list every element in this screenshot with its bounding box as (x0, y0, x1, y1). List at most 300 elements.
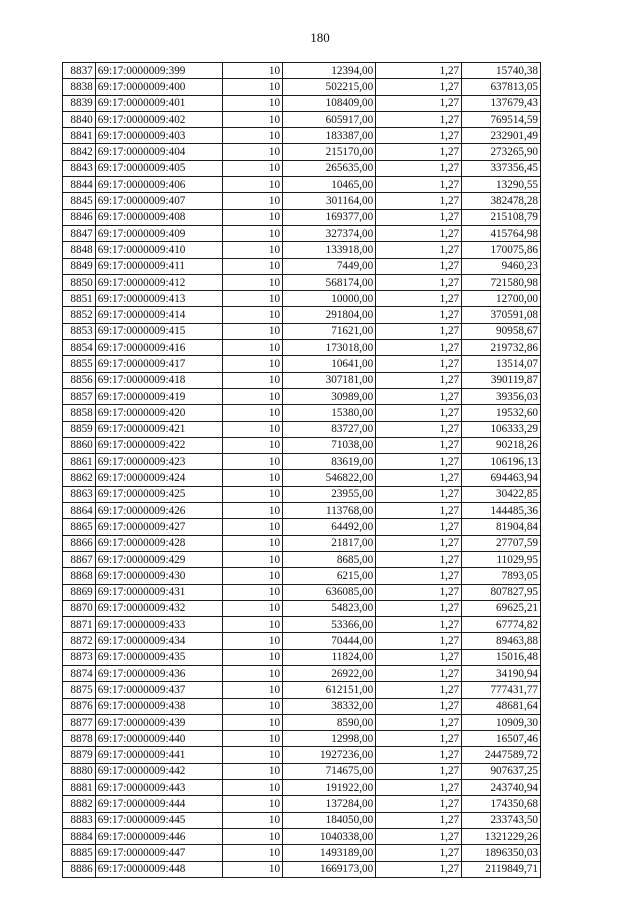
row-number-cell: 8859 (63, 421, 96, 437)
row-number-cell: 8863 (63, 486, 96, 502)
table-row (63, 568, 541, 584)
quantity-cell: 10 (222, 845, 282, 861)
cadastral-number-cell: 69:17:0000009:417 (95, 356, 222, 372)
area-cell: 10465,00 (283, 177, 376, 193)
cadastral-number-cell: 69:17:0000009:424 (95, 470, 222, 486)
cadastral-number-cell: 69:17:0000009:445 (95, 812, 222, 828)
row-number-cell: 8846 (63, 209, 96, 225)
row-number-cell: 8855 (63, 356, 96, 372)
row-number-cell: 8850 (63, 274, 96, 290)
table-row (63, 665, 541, 681)
quantity-cell: 10 (222, 747, 282, 763)
table-row (63, 503, 541, 519)
quantity-cell: 10 (222, 486, 282, 502)
table-row (63, 193, 541, 209)
table-row (63, 128, 541, 144)
table-row (63, 274, 541, 290)
value-cell: 337356,45 (462, 160, 541, 176)
cadastral-number-cell: 69:17:0000009:435 (95, 649, 222, 665)
area-cell: 568174,00 (283, 274, 376, 290)
table-row (63, 470, 541, 486)
area-cell: 8685,00 (283, 551, 376, 567)
coefficient-cell: 1,27 (376, 682, 462, 698)
table-row (63, 486, 541, 502)
quantity-cell: 10 (222, 665, 282, 681)
area-cell: 10000,00 (283, 291, 376, 307)
row-number-cell: 8841 (63, 128, 96, 144)
row-number-cell: 8872 (63, 633, 96, 649)
cadastral-number-cell: 69:17:0000009:419 (95, 388, 222, 404)
quantity-cell: 10 (222, 519, 282, 535)
row-number-cell: 8853 (63, 323, 96, 339)
row-number-cell: 8862 (63, 470, 96, 486)
value-cell: 12700,00 (462, 291, 541, 307)
area-cell: 1927236,00 (283, 747, 376, 763)
cadastral-number-cell: 69:17:0000009:410 (95, 242, 222, 258)
area-cell: 108409,00 (283, 95, 376, 111)
value-cell: 34190,94 (462, 665, 541, 681)
coefficient-cell: 1,27 (376, 388, 462, 404)
coefficient-cell: 1,27 (376, 714, 462, 730)
row-number-cell: 8884 (63, 828, 96, 844)
value-cell: 144485,36 (462, 503, 541, 519)
row-number-cell: 8882 (63, 796, 96, 812)
cadastral-number-cell: 69:17:0000009:438 (95, 698, 222, 714)
quantity-cell: 10 (222, 193, 282, 209)
quantity-cell: 10 (222, 128, 282, 144)
area-cell: 137284,00 (283, 796, 376, 812)
row-number-cell: 8880 (63, 763, 96, 779)
quantity-cell: 10 (222, 291, 282, 307)
coefficient-cell: 1,27 (376, 242, 462, 258)
coefficient-cell: 1,27 (376, 323, 462, 339)
cadastral-number-cell: 69:17:0000009:439 (95, 714, 222, 730)
value-cell: 81904,84 (462, 519, 541, 535)
area-cell: 7449,00 (283, 258, 376, 274)
quantity-cell: 10 (222, 388, 282, 404)
quantity-cell: 10 (222, 95, 282, 111)
value-cell: 39356,03 (462, 388, 541, 404)
value-cell: 30422,85 (462, 486, 541, 502)
table-row (63, 160, 541, 176)
value-cell: 13514,07 (462, 356, 541, 372)
area-cell: 6215,00 (283, 568, 376, 584)
table-row (63, 600, 541, 616)
value-cell: 90958,67 (462, 323, 541, 339)
table-row (63, 861, 541, 877)
quantity-cell: 10 (222, 649, 282, 665)
table-row (63, 551, 541, 567)
coefficient-cell: 1,27 (376, 209, 462, 225)
area-cell: 636085,00 (283, 584, 376, 600)
coefficient-cell: 1,27 (376, 584, 462, 600)
row-number-cell: 8858 (63, 405, 96, 421)
row-number-cell: 8875 (63, 682, 96, 698)
cadastral-number-cell: 69:17:0000009:408 (95, 209, 222, 225)
cadastral-number-cell: 69:17:0000009:401 (95, 95, 222, 111)
cadastral-number-cell: 69:17:0000009:437 (95, 682, 222, 698)
row-number-cell: 8874 (63, 665, 96, 681)
quantity-cell: 10 (222, 600, 282, 616)
coefficient-cell: 1,27 (376, 274, 462, 290)
value-cell: 67774,82 (462, 617, 541, 633)
row-number-cell: 8849 (63, 258, 96, 274)
quantity-cell: 10 (222, 861, 282, 877)
value-cell: 106196,13 (462, 454, 541, 470)
row-number-cell: 8845 (63, 193, 96, 209)
row-number-cell: 8857 (63, 388, 96, 404)
area-cell: 30989,00 (283, 388, 376, 404)
value-cell: 807827,95 (462, 584, 541, 600)
row-number-cell: 8877 (63, 714, 96, 730)
area-cell: 15380,00 (283, 405, 376, 421)
area-cell: 54823,00 (283, 600, 376, 616)
coefficient-cell: 1,27 (376, 307, 462, 323)
area-cell: 1669173,00 (283, 861, 376, 877)
value-cell: 19532,60 (462, 405, 541, 421)
row-number-cell: 8879 (63, 747, 96, 763)
quantity-cell: 10 (222, 323, 282, 339)
quantity-cell: 10 (222, 503, 282, 519)
area-cell: 8590,00 (283, 714, 376, 730)
area-cell: 71038,00 (283, 437, 376, 453)
quantity-cell: 10 (222, 535, 282, 551)
row-number-cell: 8856 (63, 372, 96, 388)
quantity-cell: 10 (222, 421, 282, 437)
cadastral-number-cell: 69:17:0000009:400 (95, 79, 222, 95)
quantity-cell: 10 (222, 79, 282, 95)
coefficient-cell: 1,27 (376, 144, 462, 160)
area-cell: 265635,00 (283, 160, 376, 176)
cadastral-number-cell: 69:17:0000009:407 (95, 193, 222, 209)
table-row (63, 95, 541, 111)
cadastral-number-cell: 69:17:0000009:440 (95, 731, 222, 747)
area-cell: 83727,00 (283, 421, 376, 437)
table-row (63, 584, 541, 600)
cadastral-number-cell: 69:17:0000009:425 (95, 486, 222, 502)
coefficient-cell: 1,27 (376, 780, 462, 796)
area-cell: 612151,00 (283, 682, 376, 698)
table-row (63, 519, 541, 535)
value-cell: 170075,86 (462, 242, 541, 258)
area-cell: 71621,00 (283, 323, 376, 339)
table-row (63, 698, 541, 714)
cadastral-number-cell: 69:17:0000009:423 (95, 454, 222, 470)
quantity-cell: 10 (222, 437, 282, 453)
value-cell: 137679,43 (462, 95, 541, 111)
table-row (63, 617, 541, 633)
coefficient-cell: 1,27 (376, 747, 462, 763)
table-row (63, 845, 541, 861)
coefficient-cell: 1,27 (376, 160, 462, 176)
row-number-cell: 8871 (63, 617, 96, 633)
quantity-cell: 10 (222, 177, 282, 193)
coefficient-cell: 1,27 (376, 649, 462, 665)
quantity-cell: 10 (222, 828, 282, 844)
row-number-cell: 8868 (63, 568, 96, 584)
quantity-cell: 10 (222, 307, 282, 323)
coefficient-cell: 1,27 (376, 617, 462, 633)
quantity-cell: 10 (222, 225, 282, 241)
cadastral-number-cell: 69:17:0000009:421 (95, 421, 222, 437)
table-row (63, 731, 541, 747)
row-number-cell: 8878 (63, 731, 96, 747)
table-row (63, 714, 541, 730)
area-cell: 133918,00 (283, 242, 376, 258)
area-cell: 1040338,00 (283, 828, 376, 844)
coefficient-cell: 1,27 (376, 633, 462, 649)
quantity-cell: 10 (222, 405, 282, 421)
row-number-cell: 8865 (63, 519, 96, 535)
table-row (63, 682, 541, 698)
cadastral-number-cell: 69:17:0000009:418 (95, 372, 222, 388)
cadastral-number-cell: 69:17:0000009:431 (95, 584, 222, 600)
value-cell: 390119,87 (462, 372, 541, 388)
table-row (63, 307, 541, 323)
area-cell: 10641,00 (283, 356, 376, 372)
cadastral-number-cell: 69:17:0000009:404 (95, 144, 222, 160)
area-cell: 191922,00 (283, 780, 376, 796)
value-cell: 907637,25 (462, 763, 541, 779)
coefficient-cell: 1,27 (376, 486, 462, 502)
coefficient-cell: 1,27 (376, 731, 462, 747)
area-cell: 11824,00 (283, 649, 376, 665)
quantity-cell: 10 (222, 63, 282, 79)
value-cell: 233743,50 (462, 812, 541, 828)
cadastral-number-cell: 69:17:0000009:403 (95, 128, 222, 144)
value-cell: 215108,79 (462, 209, 541, 225)
cadastral-number-cell: 69:17:0000009:429 (95, 551, 222, 567)
row-number-cell: 8869 (63, 584, 96, 600)
cadastral-number-cell: 69:17:0000009:443 (95, 780, 222, 796)
quantity-cell: 10 (222, 584, 282, 600)
cadastral-number-cell: 69:17:0000009:405 (95, 160, 222, 176)
table-row (63, 340, 541, 356)
area-cell: 12998,00 (283, 731, 376, 747)
value-cell: 15016,48 (462, 649, 541, 665)
value-cell: 15740,38 (462, 63, 541, 79)
value-cell: 89463,88 (462, 633, 541, 649)
area-cell: 173018,00 (283, 340, 376, 356)
quantity-cell: 10 (222, 356, 282, 372)
coefficient-cell: 1,27 (376, 551, 462, 567)
cadastral-number-cell: 69:17:0000009:402 (95, 111, 222, 127)
row-number-cell: 8844 (63, 177, 96, 193)
quantity-cell: 10 (222, 551, 282, 567)
cadastral-number-cell: 69:17:0000009:412 (95, 274, 222, 290)
table-row (63, 177, 541, 193)
row-number-cell: 8864 (63, 503, 96, 519)
cadastral-number-cell: 69:17:0000009:406 (95, 177, 222, 193)
cadastral-number-cell: 69:17:0000009:420 (95, 405, 222, 421)
table-row (63, 356, 541, 372)
coefficient-cell: 1,27 (376, 95, 462, 111)
row-number-cell: 8881 (63, 780, 96, 796)
table-row (63, 111, 541, 127)
cadastral-number-cell: 69:17:0000009:422 (95, 437, 222, 453)
area-cell: 38332,00 (283, 698, 376, 714)
cadastral-number-cell: 69:17:0000009:444 (95, 796, 222, 812)
area-cell: 113768,00 (283, 503, 376, 519)
quantity-cell: 10 (222, 372, 282, 388)
value-cell: 769514,59 (462, 111, 541, 127)
coefficient-cell: 1,27 (376, 128, 462, 144)
row-number-cell: 8861 (63, 454, 96, 470)
table-row (63, 63, 541, 79)
value-cell: 415764,98 (462, 225, 541, 241)
coefficient-cell: 1,27 (376, 225, 462, 241)
row-number-cell: 8851 (63, 291, 96, 307)
table-row (63, 796, 541, 812)
area-cell: 21817,00 (283, 535, 376, 551)
row-number-cell: 8870 (63, 600, 96, 616)
area-cell: 605917,00 (283, 111, 376, 127)
cadastral-number-cell: 69:17:0000009:441 (95, 747, 222, 763)
table-row (63, 780, 541, 796)
value-cell: 48681,64 (462, 698, 541, 714)
table-row (63, 649, 541, 665)
coefficient-cell: 1,27 (376, 258, 462, 274)
table-row (63, 225, 541, 241)
coefficient-cell: 1,27 (376, 845, 462, 861)
value-cell: 1321229,26 (462, 828, 541, 844)
row-number-cell: 8848 (63, 242, 96, 258)
coefficient-cell: 1,27 (376, 193, 462, 209)
coefficient-cell: 1,27 (376, 421, 462, 437)
quantity-cell: 10 (222, 633, 282, 649)
page-number: 180 (310, 30, 330, 45)
quantity-cell: 10 (222, 160, 282, 176)
cadastral-number-cell: 69:17:0000009:415 (95, 323, 222, 339)
value-cell: 2447589,72 (462, 747, 541, 763)
value-cell: 232901,49 (462, 128, 541, 144)
cadastral-number-cell: 69:17:0000009:436 (95, 665, 222, 681)
coefficient-cell: 1,27 (376, 454, 462, 470)
row-number-cell: 8840 (63, 111, 96, 127)
cadastral-number-cell: 69:17:0000009:432 (95, 600, 222, 616)
value-cell: 10909,30 (462, 714, 541, 730)
table-row (63, 291, 541, 307)
quantity-cell: 10 (222, 242, 282, 258)
cadastral-number-cell: 69:17:0000009:442 (95, 763, 222, 779)
cadastral-number-cell: 69:17:0000009:399 (95, 63, 222, 79)
value-cell: 777431,77 (462, 682, 541, 698)
coefficient-cell: 1,27 (376, 503, 462, 519)
row-number-cell: 8883 (63, 812, 96, 828)
quantity-cell: 10 (222, 698, 282, 714)
area-cell: 53366,00 (283, 617, 376, 633)
coefficient-cell: 1,27 (376, 796, 462, 812)
cadastral-number-cell: 69:17:0000009:428 (95, 535, 222, 551)
quantity-cell: 10 (222, 617, 282, 633)
area-cell: 183387,00 (283, 128, 376, 144)
value-cell: 13290,55 (462, 177, 541, 193)
coefficient-cell: 1,27 (376, 111, 462, 127)
row-number-cell: 8886 (63, 861, 96, 877)
cadastral-number-cell: 69:17:0000009:433 (95, 617, 222, 633)
quantity-cell: 10 (222, 714, 282, 730)
value-cell: 2119849,71 (462, 861, 541, 877)
quantity-cell: 10 (222, 258, 282, 274)
table-row (63, 79, 541, 95)
coefficient-cell: 1,27 (376, 763, 462, 779)
table-row (63, 535, 541, 551)
coefficient-cell: 1,27 (376, 291, 462, 307)
coefficient-cell: 1,27 (376, 470, 462, 486)
area-cell: 64492,00 (283, 519, 376, 535)
row-number-cell: 8860 (63, 437, 96, 453)
row-number-cell: 8885 (63, 845, 96, 861)
land-parcel-table (62, 62, 541, 878)
quantity-cell: 10 (222, 470, 282, 486)
cadastral-number-cell: 69:17:0000009:427 (95, 519, 222, 535)
table-row (63, 747, 541, 763)
table-row (63, 258, 541, 274)
coefficient-cell: 1,27 (376, 356, 462, 372)
table-row (63, 763, 541, 779)
quantity-cell: 10 (222, 780, 282, 796)
quantity-cell: 10 (222, 682, 282, 698)
quantity-cell: 10 (222, 274, 282, 290)
area-cell: 26922,00 (283, 665, 376, 681)
area-cell: 307181,00 (283, 372, 376, 388)
area-cell: 23955,00 (283, 486, 376, 502)
coefficient-cell: 1,27 (376, 568, 462, 584)
value-cell: 694463,94 (462, 470, 541, 486)
coefficient-cell: 1,27 (376, 177, 462, 193)
area-cell: 184050,00 (283, 812, 376, 828)
quantity-cell: 10 (222, 796, 282, 812)
area-cell: 714675,00 (283, 763, 376, 779)
table-row (63, 388, 541, 404)
area-cell: 502215,00 (283, 79, 376, 95)
table-row (63, 372, 541, 388)
value-cell: 273265,90 (462, 144, 541, 160)
value-cell: 9460,23 (462, 258, 541, 274)
table-row (63, 812, 541, 828)
coefficient-cell: 1,27 (376, 340, 462, 356)
table-row (63, 242, 541, 258)
table-row (63, 405, 541, 421)
row-number-cell: 8838 (63, 79, 96, 95)
row-number-cell: 8839 (63, 95, 96, 111)
value-cell: 16507,46 (462, 731, 541, 747)
coefficient-cell: 1,27 (376, 535, 462, 551)
area-cell: 327374,00 (283, 225, 376, 241)
area-cell: 70444,00 (283, 633, 376, 649)
cadastral-number-cell: 69:17:0000009:447 (95, 845, 222, 861)
area-cell: 291804,00 (283, 307, 376, 323)
coefficient-cell: 1,27 (376, 79, 462, 95)
table-row (63, 144, 541, 160)
area-cell: 169377,00 (283, 209, 376, 225)
value-cell: 90218,26 (462, 437, 541, 453)
value-cell: 1896350,03 (462, 845, 541, 861)
value-cell: 219732,86 (462, 340, 541, 356)
quantity-cell: 10 (222, 209, 282, 225)
quantity-cell: 10 (222, 144, 282, 160)
coefficient-cell: 1,27 (376, 665, 462, 681)
value-cell: 174350,68 (462, 796, 541, 812)
area-cell: 83619,00 (283, 454, 376, 470)
row-number-cell: 8876 (63, 698, 96, 714)
coefficient-cell: 1,27 (376, 828, 462, 844)
coefficient-cell: 1,27 (376, 372, 462, 388)
coefficient-cell: 1,27 (376, 519, 462, 535)
area-cell: 12394,00 (283, 63, 376, 79)
area-cell: 301164,00 (283, 193, 376, 209)
quantity-cell: 10 (222, 763, 282, 779)
